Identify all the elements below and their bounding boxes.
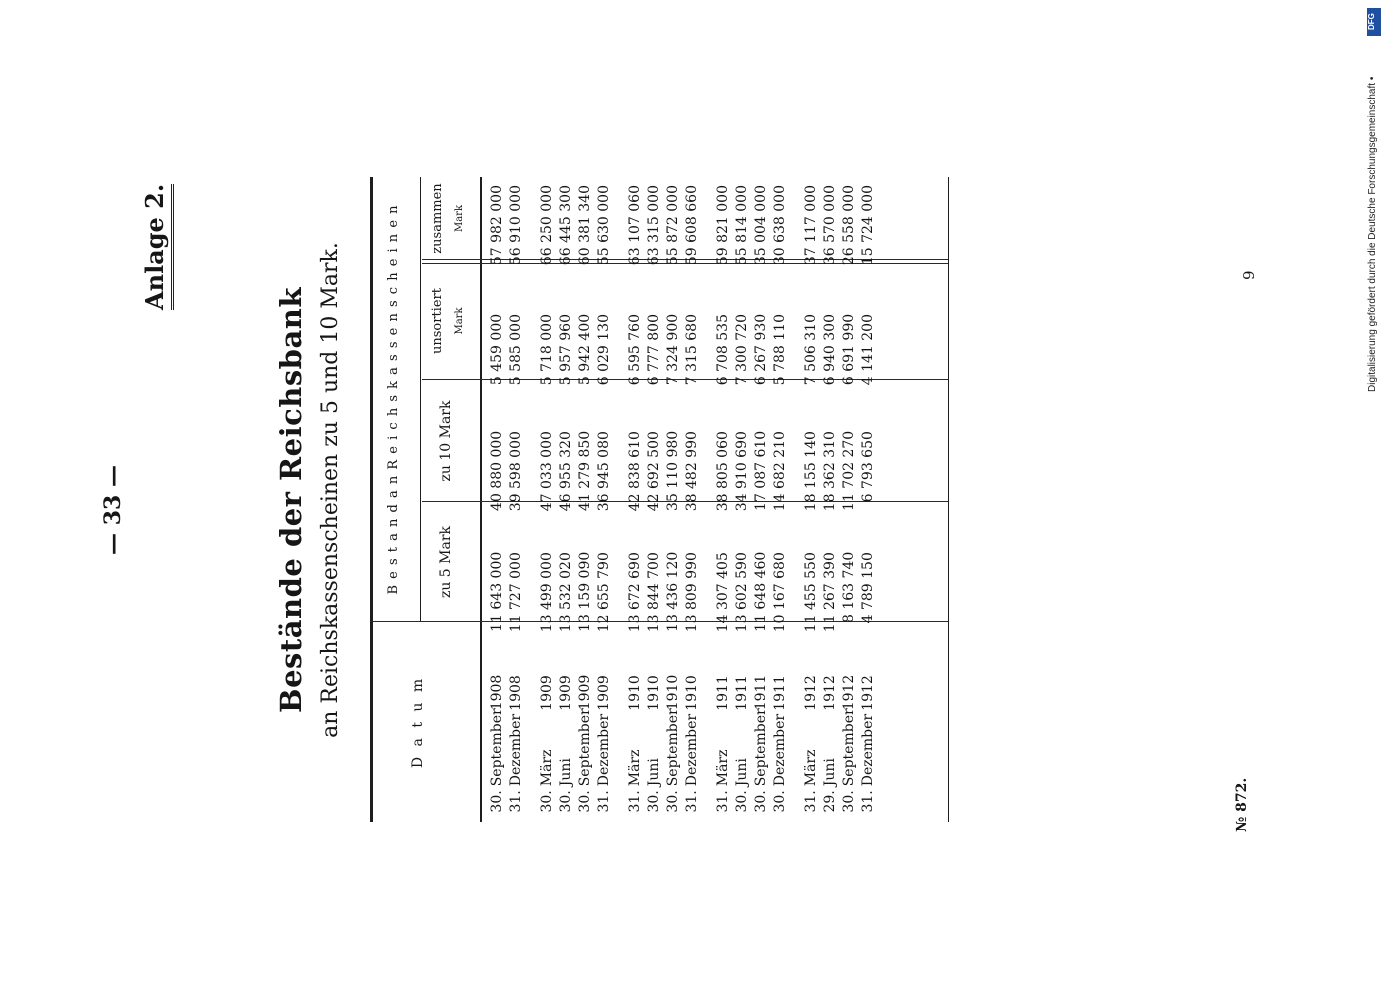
cell-5-mark: 13 436 120 [665,551,681,632]
cell-10-mark: 6 793 650 [860,431,876,503]
cell-day: 30. [539,790,555,813]
cell-total: 59 608 660 [684,185,700,266]
table-row [683,177,702,822]
cell-month: September [577,708,593,787]
cell-month: März [715,749,731,787]
table-row [771,177,790,822]
cell-total: 37 117 000 [803,185,819,266]
cell-total: 57 982 000 [489,185,505,266]
cell-5-mark: 13 499 000 [539,552,555,633]
cell-day: 30. [734,790,750,813]
row-group [802,177,878,822]
cell-day: 30. [665,790,681,813]
header-total: zusammen [430,183,445,254]
cell-total: 55 630 000 [596,185,612,266]
cell-year: 1909 [596,675,612,711]
table-row [576,177,595,822]
cell-unsorted: 4 141 200 [860,313,876,386]
cell-day: 31. [684,790,700,813]
cell-unsorted: 6 691 990 [841,313,857,386]
cell-month: März [627,749,643,787]
appendix-label: Anlage 2. [140,184,174,310]
cell-year: 1912 [822,675,838,711]
table-row [557,177,576,822]
row-group [626,177,702,822]
cell-year: 1910 [646,675,662,711]
cell-month: September [489,708,505,787]
sheet-number: 9 [1240,270,1258,280]
document-title: Bestände der Reichsbank [274,287,308,713]
cell-5-mark: 13 672 690 [627,552,643,633]
cell-year: 1911 [734,675,750,711]
cell-day: 31. [508,790,524,813]
cell-month: Dezember [860,713,876,787]
table-row [595,177,614,822]
cell-unsorted: 6 708 535 [715,313,731,386]
cell-unsorted: 5 718 000 [539,313,555,386]
table-row [645,177,664,822]
cell-5-mark: 13 602 590 [734,552,750,633]
cell-year: 1908 [508,675,524,711]
cell-year: 1909 [558,675,574,711]
cell-month: Juni [822,758,838,787]
table-row [733,177,752,822]
cell-10-mark: 18 155 140 [803,431,819,512]
header-unsorted: unsortiert [430,288,445,354]
cell-day: 30. [646,790,662,813]
cell-10-mark: 40 880 000 [489,430,505,511]
cell-day: 30. [558,790,574,813]
table-bottom-rule [948,177,949,822]
cell-total: 63 315 000 [646,185,662,266]
cell-year: 1912 [803,675,819,711]
cell-year: 1912 [841,674,857,711]
cell-total: 60 381 340 [577,185,593,266]
cell-unsorted: 7 506 310 [803,313,819,386]
cell-unsorted: 6 267 930 [753,313,769,386]
cell-month: Dezember [508,713,524,787]
cell-month: Juni [734,758,750,787]
cell-total: 30 638 000 [772,185,788,266]
cell-month: September [665,708,681,787]
row-group [538,177,614,822]
cell-10-mark: 17 087 610 [753,430,769,511]
dfg-notice [1367,8,1383,392]
table-row [840,177,859,822]
holdings-table [370,177,950,822]
cell-10-mark: 38 482 990 [684,431,700,512]
cell-month: Juni [646,758,662,787]
cell-month: März [803,749,819,787]
cell-month: September [841,708,857,787]
cell-unsorted: 6 595 760 [627,313,643,386]
cell-5-mark: 11 727 000 [508,552,524,633]
table-row [859,177,878,822]
cell-10-mark: 42 838 610 [627,431,643,512]
cell-day: 31. [596,790,612,813]
cell-5-mark: 11 648 460 [753,551,769,632]
cell-month: September [753,708,769,787]
cell-total: 36 570 000 [822,185,838,266]
header-bottom-rule [480,177,482,822]
header-5-mark: zu 5 Mark [438,525,454,599]
cell-5-mark: 13 159 090 [577,551,593,632]
cell-unsorted: 6 940 300 [822,313,838,386]
table-row [714,177,733,822]
cell-month: Dezember [684,713,700,787]
cell-total: 59 821 000 [715,185,731,266]
cell-unsorted: 6 777 800 [646,313,662,386]
cell-10-mark: 46 955 320 [558,431,574,512]
row-group [488,177,526,822]
row-group [714,177,790,822]
header-total-unit: Mark [454,204,465,233]
table-row [752,177,771,822]
cell-day: 30. [772,790,788,813]
cell-total: 63 107 060 [627,185,643,266]
document-signature: № 872. [1234,777,1250,832]
cell-unsorted: 6 029 130 [596,313,612,386]
cell-day: 29. [822,790,838,813]
table-row [802,177,821,822]
cell-unsorted: 7 315 680 [684,313,700,386]
cell-day: 31. [860,790,876,813]
cell-unsorted: 7 300 720 [734,313,750,386]
cell-10-mark: 18 362 310 [822,431,838,512]
cell-month: Dezember [772,713,788,787]
cell-10-mark: 39 598 000 [508,431,524,512]
cell-5-mark: 13 532 020 [558,552,574,633]
cell-day: 30. [841,790,857,813]
cell-total: 35 004 000 [753,185,769,266]
cell-10-mark: 41 279 850 [577,430,593,511]
cell-10-mark: 38 805 060 [715,431,731,512]
table-row [821,177,840,822]
cell-total: 66 445 300 [558,185,574,266]
table-row [488,177,507,822]
cell-month: Dezember [596,713,612,787]
cell-day: 30. [577,790,593,813]
header-date: D a t u m [410,675,426,769]
table-row [538,177,557,822]
cell-total: 55 814 000 [734,185,750,266]
dfg-logo-icon: DFG [1367,8,1381,36]
cell-total: 15 724 000 [860,185,876,266]
cell-5-mark: 11 455 550 [803,552,819,633]
cell-unsorted: 7 324 900 [665,313,681,386]
cell-year: 1908 [489,674,505,711]
table-row [626,177,645,822]
cell-10-mark: 35 110 980 [665,430,681,511]
group-header-rule [420,177,421,622]
cell-year: 1910 [665,674,681,711]
header-holdings-group: B e s t a n d a n R e i c h s k a s s e n s c h e i n e n [386,204,401,595]
cell-total: 26 558 000 [841,185,857,266]
cell-day: 30. [753,790,769,813]
cell-10-mark: 42 692 500 [646,431,662,512]
cell-year: 1912 [860,675,876,711]
cell-day: 31. [715,790,731,813]
cell-5-mark: 4 789 150 [860,552,876,624]
header-unsorted-unit: Mark [454,307,465,335]
cell-year: 1911 [715,675,731,711]
cell-10-mark: 14 682 210 [772,431,788,512]
cell-unsorted: 5 788 110 [772,313,788,386]
cell-month: Juni [558,758,574,787]
cell-5-mark: 14 307 405 [715,552,731,633]
cell-10-mark: 34 910 690 [734,431,750,512]
cell-5-mark: 11 267 390 [822,552,838,633]
cell-day: 30. [489,790,505,813]
cell-5-mark: 13 844 700 [646,552,662,633]
cell-year: 1911 [753,674,769,711]
page-number: — 33 — [100,465,126,555]
cell-year: 1910 [627,675,643,711]
table-row [664,177,683,822]
cell-10-mark: 47 033 000 [539,431,555,512]
cell-5-mark: 10 167 680 [772,552,788,633]
cell-10-mark: 11 702 270 [841,430,857,511]
cell-5-mark: 8 163 740 [841,551,857,623]
cell-unsorted: 5 942 400 [577,313,593,386]
cell-total: 66 250 000 [539,185,555,266]
document-subtitle: an Reichskassenscheinen zu 5 und 10 Mark. [318,242,343,738]
table-top-rule [370,177,373,822]
cell-year: 1910 [684,675,700,711]
cell-year: 1911 [772,675,788,711]
cell-unsorted: 5 957 960 [558,313,574,386]
dfg-notice-text: Digitalisierung gefördert durch die Deutsche Forschungsgemeinschaft • [1367,76,1378,392]
cell-day: 31. [627,790,643,813]
cell-day: 31. [803,790,819,813]
cell-5-mark: 13 809 990 [684,552,700,633]
cell-month: März [539,749,555,787]
cell-total: 55 872 000 [665,185,681,266]
cell-5-mark: 11 643 000 [489,551,505,632]
cell-year: 1909 [539,675,555,711]
cell-total: 56 910 000 [508,185,524,266]
cell-unsorted: 5 459 000 [489,313,505,386]
cell-5-mark: 12 655 790 [596,552,612,633]
table-row [507,177,526,822]
table-body [488,177,890,822]
cell-10-mark: 36 945 080 [596,431,612,512]
cell-unsorted: 5 585 000 [508,313,524,386]
cell-year: 1909 [577,674,593,711]
header-10-mark: zu 10 Mark [438,400,454,482]
